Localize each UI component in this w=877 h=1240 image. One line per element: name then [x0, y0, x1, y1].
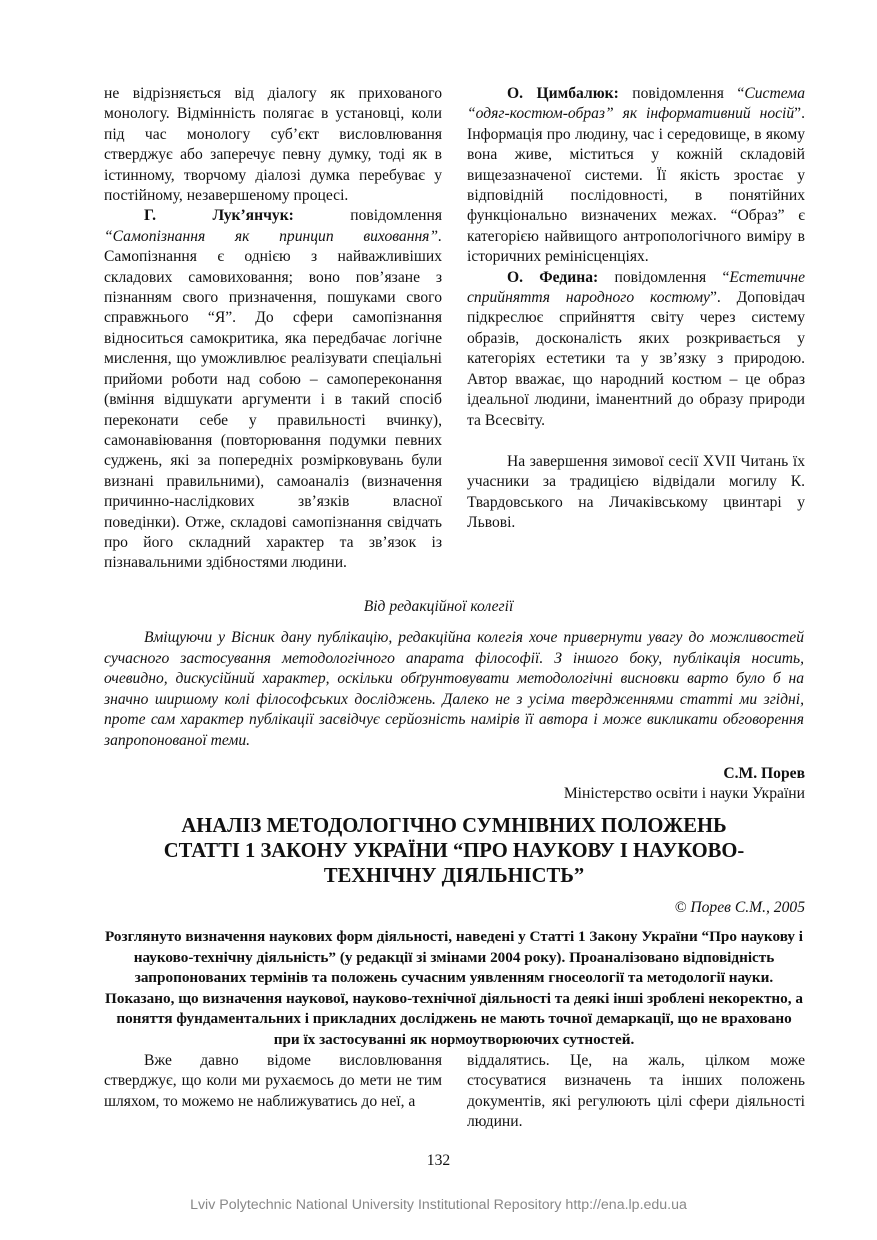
article-author: С.М. Порев	[723, 765, 805, 782]
report-text: ”. Інформація про людину, час і середовище, в якому вона живе, міститься у кожній складовій вищезазначеної системи. Її якість зростає у відповідній послідовності, в понятійних функціонально визначених межах. “Образ” є категорією найвищого антропологічного виміру в історичних ремінісценціях.	[467, 105, 805, 266]
author-affiliation: Міністерство освіти і науки України	[563, 785, 805, 802]
paragraph-fedyna	[467, 268, 805, 431]
report-lead: повідомлення “	[598, 268, 730, 286]
repository-footer: Lviv Polytechnic National University Institutional Repository http://ena.lp.edu.ua	[190, 1197, 687, 1213]
speaker-name: Г. Лук’янчук:	[144, 207, 294, 225]
report-title: Система “одяг-костюм-образ” як інформативний носій	[467, 85, 805, 123]
report-title: Естетичне сприйняття народного костюму	[467, 268, 805, 307]
article-title	[104, 814, 804, 889]
editorial-heading: Від редакційної колегії	[363, 598, 514, 615]
paragraph-session-close: На завершення зимової сесії XVII Читань їх учасники за традицією відвідали могилу К. Твардовського на Личаківському цвинтарі у Львові.	[467, 452, 805, 532]
left-column	[104, 84, 442, 574]
report-text: ”. Доповідач підкреслює сприйняття світу через систему образів, досконалість яких розкривається у категоріях естетики та у зв’язку з природою. Автор вважає, що народний костюм – це образ ідеальної людини, іманентний до образу природи та Всесвіту.	[467, 289, 805, 429]
report-lead: повідомлення	[293, 207, 442, 225]
article-body-left: Вже давно відоме висловлювання стверджує, що коли ми рухаємось до мети не тим шляхом, то можемо не наближуватись до неї, а	[104, 1052, 442, 1110]
copyright-notice: © Порев С.М., 2005	[674, 899, 805, 916]
title-line: АНАЛІЗ МЕТОДОЛОГІЧНО СУМНІВНИХ ПОЛОЖЕНЬ	[181, 815, 727, 837]
editorial-note: Вміщуючи у Вісник дану публікацію, редакційна колегія хоче привернути увагу до можливостей сучасного застосування методологічного апарата філософії. З іншого боку, публікація носить, очевидно, дискусійний характер, оскільки обґрунтовувати методологічні висновки варто було б на значно ширшому колі філософських досліджень. Далеко не з усіма твердженнями статті ми згідні, проте сам характер публікації засвідчує серйозність намірів її автора і може викликати обговорення запропонованої теми.	[104, 629, 804, 749]
report-lead: повідомлення “	[618, 85, 745, 102]
report-text: Самопізнання є однією з найважливіших складових самовиховання; воно пов’язане з пізнанням свого призначення, пошуками свого справжнього “Я”. До сфери самопізнання відноситься самокритика, яка передбачає логічне мислення, що уможливлює реалізувати спеціальні прийоми роботи над собою – самопереконання (вміння відшукати аргументи і в такий спосіб переконати себе у правильності вчинку), самонавіювання (повторювання подумки певних суджень, які за попередніх розмірковувань були визнані правильними), самоаналіз (визначення причинно-наслідкових зв’язків власної поведінки). Отже, складові самопізнання свідчать про його складний характер та зв’язок із пізнавальними здібностями людини.	[104, 248, 442, 572]
page-number: 132	[426, 1152, 451, 1169]
right-column	[467, 84, 805, 534]
speaker-name: О. Федина:	[507, 268, 599, 286]
paragraph-dialogue: не відрізняється від діалогу як прихованого монологу. Відмінність полягає в установці, коли під час монологу суб’єкт висловлювання стверджує або заперечує певну думку, тоді як в істинному, творчому діалозі думка перебуває у постійному, незавершеному процесі.	[104, 85, 442, 205]
title-line: СТАТТІ 1 ЗАКОНУ УКРАЇНИ “ПРО НАУКОВУ І НАУКОВО-	[163, 840, 745, 862]
paragraph-tsymbaliuk	[467, 84, 805, 268]
article-abstract: Розглянуто визначення наукових форм діяльності, наведені у Статті 1 Закону України “Про наукову і науково-технічну діяльність” (у редакції зі змінами 2004 року). Проаналізовано відповідність запропонованих термінів та положень сучасним уявленням гносеології та методології науки. Показано, що визначення наукової, науково-технічної діяльності та деякі інші зроблені некоректно, а поняття фундаментальних і прикладних досліджень не мають точної демаркації, що не враховано при їх застосуванні як нормоутворюючих сутностей.	[104, 928, 803, 1048]
article-body-right: віддалятись. Це, на жаль, цілком може стосуватися визначень та інших положень документів, які регулюють цілі сфери діяльності людини.	[467, 1052, 805, 1131]
report-title: “Самопізнання як принцип виховання”.	[104, 227, 442, 245]
title-line: ТЕХНІЧНУ ДІЯЛЬНІСТЬ”	[323, 865, 585, 887]
speaker-name: О. Цимбалюк:	[507, 85, 619, 102]
paragraph-gap	[467, 431, 805, 452]
paragraph-lukianchuk	[104, 206, 442, 573]
